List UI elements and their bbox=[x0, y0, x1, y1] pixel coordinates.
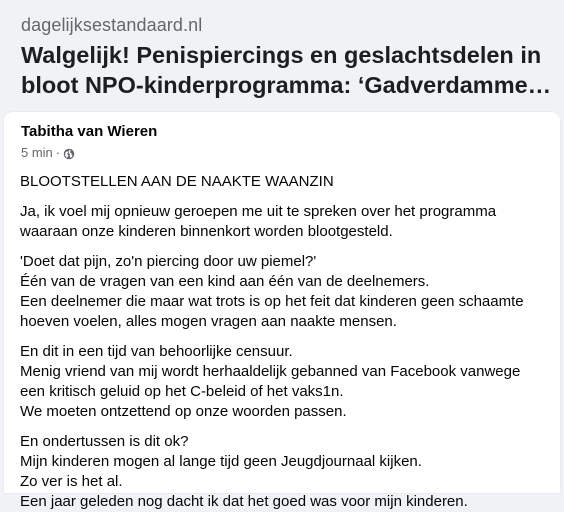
text-line: Één van de vragen van een kind aan één van de deelnemers. bbox=[20, 273, 430, 290]
post-paragraph-3 bbox=[20, 342, 544, 422]
post-timestamp[interactable]: 5 min bbox=[21, 145, 53, 160]
text-line: Zo ver is het al. bbox=[20, 473, 123, 490]
text-line: We moeten ontzettend op onze woorden passen. bbox=[20, 403, 347, 420]
post-paragraph-2 bbox=[20, 252, 544, 332]
link-domain: dagelijksestandaard.nl bbox=[21, 15, 203, 35]
link-title-line-1: Walgelijk! Penispiercings en geslachtsdelen in bbox=[21, 42, 542, 68]
text-line: hoeven voelen, alles mogen vragen aan naakte mensen. bbox=[20, 313, 397, 330]
text-line: En dit in een tijd van behoorlijke censuur. bbox=[20, 343, 293, 360]
text-line: Mijn kinderen mogen al lange tijd geen Jeugdjournaal kijken. bbox=[20, 453, 422, 470]
link-title-line-2: bloot NPO-kinderprogramma: ‘Gadverdamme… bbox=[21, 72, 552, 98]
post-paragraph-1 bbox=[20, 202, 544, 242]
text-line: Menig vriend van mij wordt herhaaldelijk gebanned van Facebook vanwege bbox=[20, 363, 521, 380]
text-line: En ondertussen is dit ok? bbox=[20, 433, 189, 450]
text-line: waaraan onze kinderen binnenkort worden blootgesteld. bbox=[20, 223, 393, 240]
text-line: een kritisch geluid op het C-beleid of het vaks1n. bbox=[20, 383, 344, 400]
post-card bbox=[4, 112, 560, 510]
link-title[interactable] bbox=[21, 40, 557, 100]
post-heading: BLOOTSTELLEN AAN DE NAAKTE WAANZIN bbox=[20, 173, 334, 190]
post-paragraph-4 bbox=[20, 432, 544, 512]
meta-separator: · bbox=[55, 145, 61, 160]
post-body bbox=[20, 172, 544, 512]
text-line: Een deelnemer die maar wat trots is op het feit dat kinderen geen schaamte bbox=[20, 293, 524, 310]
globe-icon[interactable] bbox=[63, 147, 75, 159]
post-author[interactable]: Tabitha van Wieren bbox=[21, 123, 158, 140]
link-preview[interactable] bbox=[0, 0, 564, 108]
text-line: Ja, ik voel mij opnieuw geroepen me uit te spreken over het programma bbox=[20, 203, 497, 220]
text-line: 'Doet dat pijn, zo'n piercing door uw piemel?' bbox=[20, 253, 317, 270]
text-line: Een jaar geleden nog dacht ik dat het goed was voor mijn kinderen. bbox=[20, 493, 468, 510]
post-meta bbox=[21, 144, 544, 161]
post-heading-paragraph bbox=[20, 172, 544, 192]
